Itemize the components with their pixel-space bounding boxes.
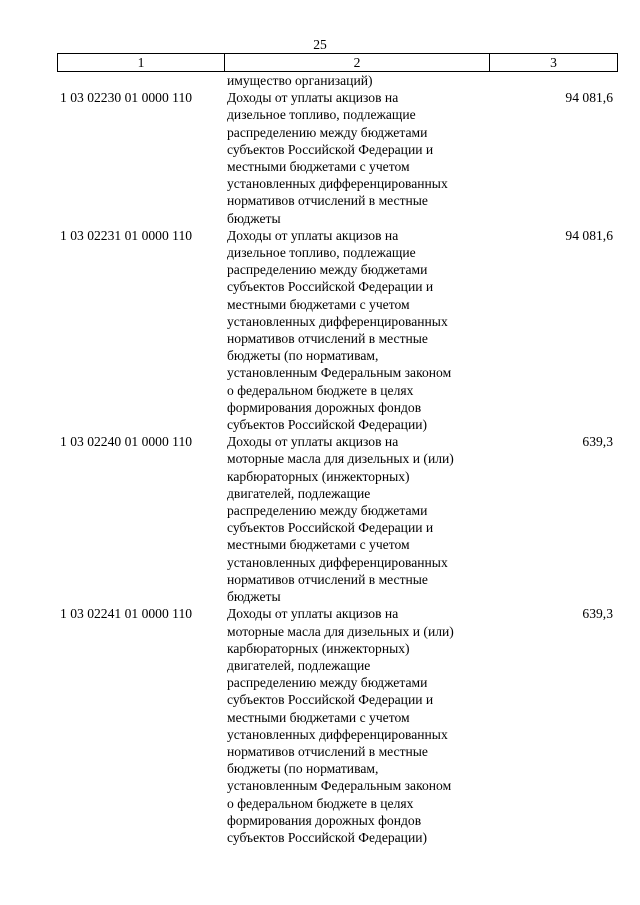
revenue-name-line: распределению между бюджетами: [227, 675, 428, 691]
table-row: [57, 227, 617, 433]
continuation-code-cell: [57, 72, 224, 89]
column-header-1: 1: [58, 54, 225, 72]
revenue-name-line: нормативов отчислений в местные: [227, 571, 428, 587]
revenue-name-line: бюджеты (по нормативам,: [227, 761, 379, 777]
table-row: [57, 433, 617, 605]
budget-classification-code: 1 03 02230 01 0000 110: [60, 90, 193, 106]
revenue-name-line: субъектов Российской Федерации и: [227, 692, 434, 708]
revenue-name-line: дизельное топливо, подлежащие: [227, 245, 416, 261]
revenue-name-line: моторные масла для дизельных и (или): [227, 451, 454, 467]
revenue-name-line: Доходы от уплаты акцизов на: [227, 606, 399, 622]
column-header-3: 3: [490, 54, 618, 72]
revenue-name-line: двигателей, подлежащие: [227, 485, 371, 501]
column-header-row: [58, 54, 618, 72]
budget-classification-code: 1 03 02240 01 0000 110: [60, 434, 193, 450]
revenue-name-cell: [224, 227, 489, 433]
revenue-name-line: субъектов Российской Федерации): [227, 829, 428, 845]
revenue-table-body: [57, 72, 617, 846]
table-row: [57, 89, 617, 227]
revenue-name-line: нормативов отчислений в местные: [227, 193, 428, 209]
revenue-name-line: местными бюджетами с учетом: [227, 709, 410, 725]
revenue-name-line: нормативов отчислений в местные: [227, 743, 428, 759]
revenue-name-line: установленных дифференцированных: [227, 726, 448, 742]
revenue-name-line: субъектов Российской Федерации и: [227, 141, 434, 157]
revenue-name-line: местными бюджетами с учетом: [227, 159, 410, 175]
revenue-name-line: карбюраторных (инжекторных): [227, 640, 410, 656]
revenue-name-line: установленных дифференцированных: [227, 313, 448, 329]
revenue-name-line: моторные масла для дизельных и (или): [227, 623, 454, 639]
revenue-amount: 639,3: [582, 434, 613, 450]
revenue-name-line: бюджеты (по нормативам,: [227, 348, 379, 364]
revenue-name-line: местными бюджетами с учетом: [227, 537, 410, 553]
column-header-2: 2: [225, 54, 490, 72]
revenue-name-line: о федеральном бюджете в целях: [227, 795, 414, 811]
budget-classification-code: 1 03 02231 01 0000 110: [60, 227, 193, 243]
revenue-name-line: установленных дифференцированных: [227, 176, 448, 192]
revenue-name-line: субъектов Российской Федерации и: [227, 279, 434, 295]
revenue-name-line: распределению между бюджетами: [227, 503, 428, 519]
continuation-name-cell: [224, 72, 489, 89]
revenue-name-line: местными бюджетами с учетом: [227, 296, 410, 312]
revenue-name-line: установленных дифференцированных: [227, 554, 448, 570]
revenue-name-line: карбюраторных (инжекторных): [227, 468, 410, 484]
continuation-amount-cell: [489, 72, 617, 89]
continuation-line: имущество организаций): [227, 73, 373, 88]
revenue-name-line: распределению между бюджетами: [227, 262, 428, 278]
revenue-amount: 639,3: [582, 606, 613, 622]
budget-classification-code: 1 03 02241 01 0000 110: [60, 606, 193, 622]
page-number: 25: [313, 37, 327, 52]
revenue-table: [57, 72, 617, 846]
revenue-name-line: Доходы от уплаты акцизов на: [227, 434, 399, 450]
revenue-name-cell: [224, 433, 489, 605]
revenue-amount: 94 081,6: [565, 227, 613, 243]
revenue-amount: 94 081,6: [565, 90, 613, 106]
revenue-name-line: установленным Федеральным законом: [227, 365, 452, 381]
revenue-name-line: субъектов Российской Федерации и: [227, 520, 434, 536]
revenue-name-line: субъектов Российской Федерации): [227, 417, 428, 433]
revenue-name-line: дизельное топливо, подлежащие: [227, 107, 416, 123]
revenue-name-line: бюджеты: [227, 589, 281, 605]
revenue-name-line: бюджеты: [227, 210, 281, 226]
revenue-name-cell: [224, 89, 489, 227]
revenue-name-line: двигателей, подлежащие: [227, 657, 371, 673]
revenue-name-line: формирования дорожных фондов: [227, 399, 422, 415]
revenue-name-cell: [224, 605, 489, 846]
revenue-name-line: о федеральном бюджете в целях: [227, 382, 414, 398]
table-row: [57, 605, 617, 846]
revenue-name-line: Доходы от уплаты акцизов на: [227, 227, 399, 243]
revenue-name-line: установленным Федеральным законом: [227, 778, 452, 794]
revenue-name-line: формирования дорожных фондов: [227, 812, 422, 828]
continuation-row: [57, 72, 617, 89]
column-header-table: [57, 53, 618, 72]
revenue-name-line: распределению между бюджетами: [227, 124, 428, 140]
revenue-name-line: Доходы от уплаты акцизов на: [227, 90, 399, 106]
revenue-name-line: нормативов отчислений в местные: [227, 331, 428, 347]
